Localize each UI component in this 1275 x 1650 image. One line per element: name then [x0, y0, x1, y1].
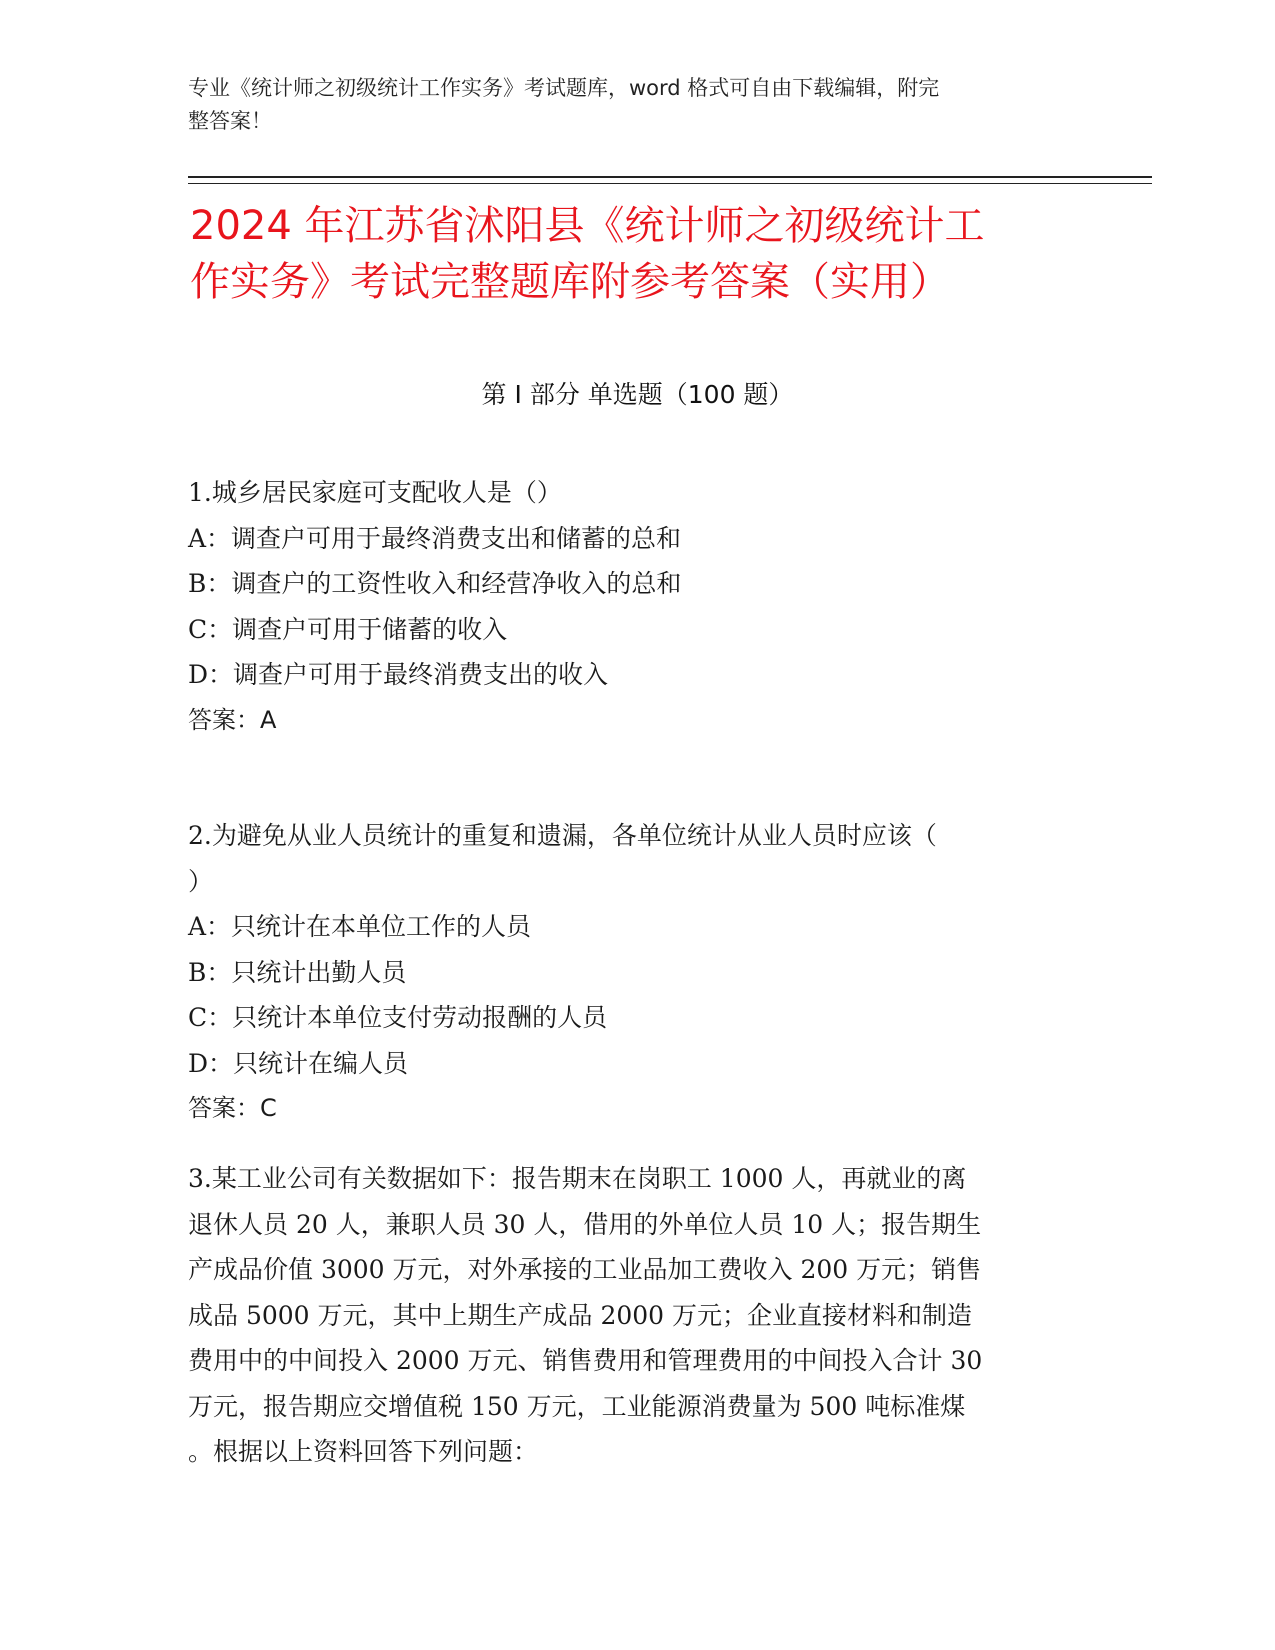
answer: 答案：C [188, 1094, 277, 1122]
option-b: B：只统计出勤人员 [188, 957, 407, 987]
question-stem: 费用中的中间投入 2000 万元、销售费用和管理费用的中间投入合计 30 [188, 1346, 983, 1375]
question-block [188, 470, 1088, 743]
question-stem: 。根据以上资料回答下列问题： [188, 1437, 539, 1466]
option-b: B：调查户的工资性收入和经营净收入的总和 [188, 569, 682, 598]
question-stem: 2.为避免从业人员统计的重复和遗漏，各单位统计从业人员时应该（ [188, 821, 937, 850]
document-title [190, 198, 1090, 310]
header-divider-thin [188, 183, 1152, 184]
question-block [188, 1156, 1088, 1475]
option-c: C：只统计本单位支付劳动报酬的人员 [188, 1003, 608, 1032]
question-stem: 1.城乡居民家庭可支配收人是（） [188, 478, 562, 507]
option-c: C：调查户可用于储蓄的收入 [188, 614, 508, 644]
question-stem: 3.某工业公司有关数据如下：报告期末在岗职工 1000 人，再就业的离 [188, 1164, 967, 1193]
option-a: A：调查户可用于最终消费支出和储蓄的总和 [188, 523, 682, 553]
option-a: A：只统计在本单位工作的人员 [188, 912, 532, 941]
document-title-line: 作实务》考试完整题库附参考答案（实用） [190, 259, 950, 305]
question-stem: 退休人员 20 人，兼职人员 30 人，借用的外单位人员 10 人；报告期生 [188, 1209, 982, 1239]
section-heading: 第 I 部分 单选题（100 题） [481, 380, 794, 409]
option-d: D：只统计在编人员 [188, 1048, 409, 1078]
header-divider [188, 176, 1152, 178]
header-note-line: 专业《统计师之初级统计工作实务》考试题库，word 格式可自由下载编辑，附完 [188, 76, 940, 100]
header-note-line: 整答案！ [188, 109, 272, 133]
question-block [188, 813, 1088, 1132]
question-stem: 产成品价值 3000 万元，对外承接的工业品加工费收入 200 万元；销售 [188, 1255, 982, 1284]
answer: 答案：A [188, 705, 277, 734]
question-stem: ） [188, 866, 214, 896]
question-stem: 成品 5000 万元，其中上期生产成品 2000 万元；企业直接材料和制造 [188, 1300, 973, 1330]
document-title-line: 2024 年江苏省沭阳县《统计师之初级统计工 [190, 203, 985, 249]
option-d: D：调查户可用于最终消费支出的收入 [188, 660, 609, 689]
header-note [188, 72, 1068, 138]
question-stem: 万元，报告期应交增值税 150 万元，工业能源消费量为 500 吨标准煤 [188, 1391, 966, 1421]
